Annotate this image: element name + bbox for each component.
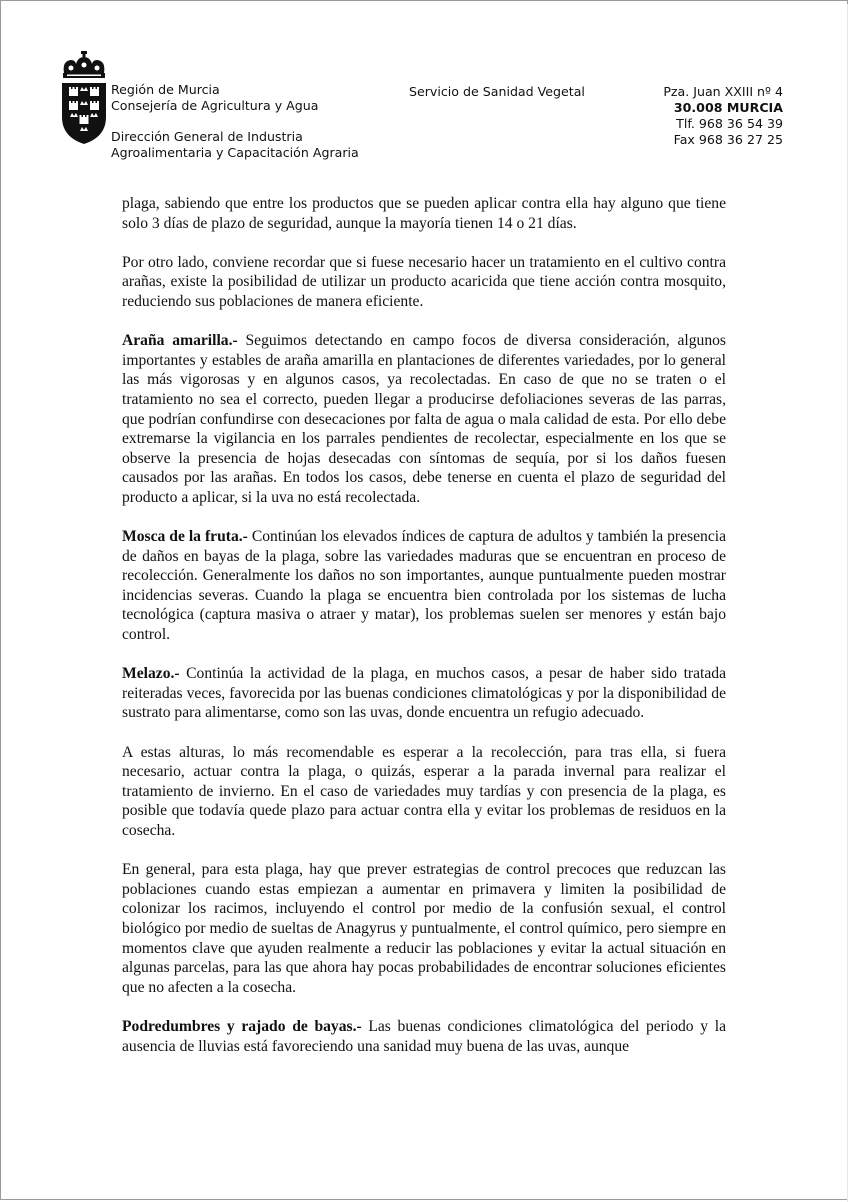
section-heading: Mosca de la fruta.- (122, 528, 248, 546)
paragraph-podredumbres: Podredumbres y rajado de bayas.- Las buenas condiciones climatológica del periodo y la ausencia de lluvias está favoreciendo una sanidad muy buena de las uvas, aunque (122, 1017, 726, 1055)
paragraph-melazo: Melazo.- Continúa la actividad de la plaga, en muchos casos, a pesar de haber sido tratada reiteradas veces, favorecida por las buenas condiciones climatológicas y por la disponibilidad de sustrato para alimentarse, como son las uvas, donde encuentra un refugio adecuado. (122, 665, 726, 722)
direccion-line1: Dirección General de Industria (111, 129, 303, 144)
service-name: Servicio de Sanidad Vegetal (409, 84, 585, 99)
consejeria-name: Consejería de Agricultura y Agua (111, 98, 319, 113)
paragraph: En general, para esta plaga, hay que prever estrategias de control precoces que reduzcan las poblaciones cuando estas empiezan a aumentar en primavera y limiten la posibilidad de colonizar los racimos, incluyendo el control por medio de la confusión sexual, el control biológico por medio de sueltas de Anagyrus y puntualmente, el control químico, pero siempre en momentos clave que ayuden realmente a reducir las poblaciones y evitar la actual situación en algunas parcelas, para las que ahora hay pocas probabilidades de encontrar soluciones eficientes que no afecten a la cosecha. (122, 861, 726, 996)
header-contact (663, 84, 783, 148)
region-murcia-crest-logo (59, 51, 109, 145)
paragraph-arana-amarilla: Araña amarilla.- Seguimos detectando en campo focos de diversa consideración, algunos importantes y estables de araña amarilla en plantaciones de diferentes variedades, por lo general las más vigorosas y en algunos casos, ya recolectadas. En caso de que no se traten o el tratamiento no sea el correcto, pueden llegar a producirse defoliaciones severas de las parras, que podrían confundirse con desecaciones por falta de agua o mala calidad de esta. Por ello debe extremarse la vigilancia en los parrales pendientes de recolectar, especialmente en los que se observe la presencia de hojas desecadas con síntomas de sequía, por si los daños fuesen causados por las arañas. En todos los casos, debe tenerse en cuenta el plazo de seguridad del producto a aplicar, si la uva no está recolectada. (122, 332, 726, 506)
paragraph: Por otro lado, conviene recordar que si fuese necesario hacer un tratamiento en el cultivo contra arañas, existe la posibilidad de utilizar un producto acaricida que tiene acción contra mosquito, reduciendo sus poblaciones de manera eficiente. (122, 253, 726, 310)
paragraph-mosca-fruta: Mosca de la fruta.- Continúan los elevados índices de captura de adultos y también la presencia de daños en bayas de la plaga, sobre las variedades maduras que se encuentran en proceso de recolección. Generalmente los daños no son importantes, aunque puntualmente pueden mostrar incidencias severas. Cuando la plaga se encuentra bien controlada por los sistemas de lucha tecnológica (captura masiva o atraer y matar), los problemas suelen ser menores y están bajo control. (122, 528, 726, 644)
document-body (122, 194, 726, 1056)
section-heading: Melazo.- (122, 665, 180, 683)
address-line: Pza. Juan XXIII nº 4 (663, 84, 783, 99)
direccion-line2: Agroalimentaria y Capacitación Agraria (111, 145, 359, 160)
phone-line: Tlf. 968 36 54 39 (676, 116, 783, 131)
fax-line: Fax 968 36 27 25 (673, 132, 783, 147)
region-name: Región de Murcia (111, 82, 220, 97)
section-heading: Podredumbres y rajado de bayas.- (122, 1017, 362, 1035)
paragraph: plaga, sabiendo que entre los productos que se pueden aplicar contra ella hay alguno que tiene solo 3 días de plazo de seguridad, aunque la mayoría tienen 14 o 21 días. (122, 195, 726, 232)
city-line: 30.008 MURCIA (673, 100, 783, 115)
header-organization (111, 82, 318, 114)
paragraph: A estas alturas, lo más recomendable es esperar a la recolección, para tras ella, si fuera necesario, actuar contra la plaga, o quizás, esperar a la parada invernal para realizar el tratamiento de invierno. En el caso de variedades muy tardías y con presencia de la plaga, es posible que todavía quede plazo para actuar contra ella y evitar los problemas de residuos en la cosecha. (122, 743, 726, 839)
header-department (111, 129, 359, 161)
section-heading: Araña amarilla.- (122, 332, 238, 350)
